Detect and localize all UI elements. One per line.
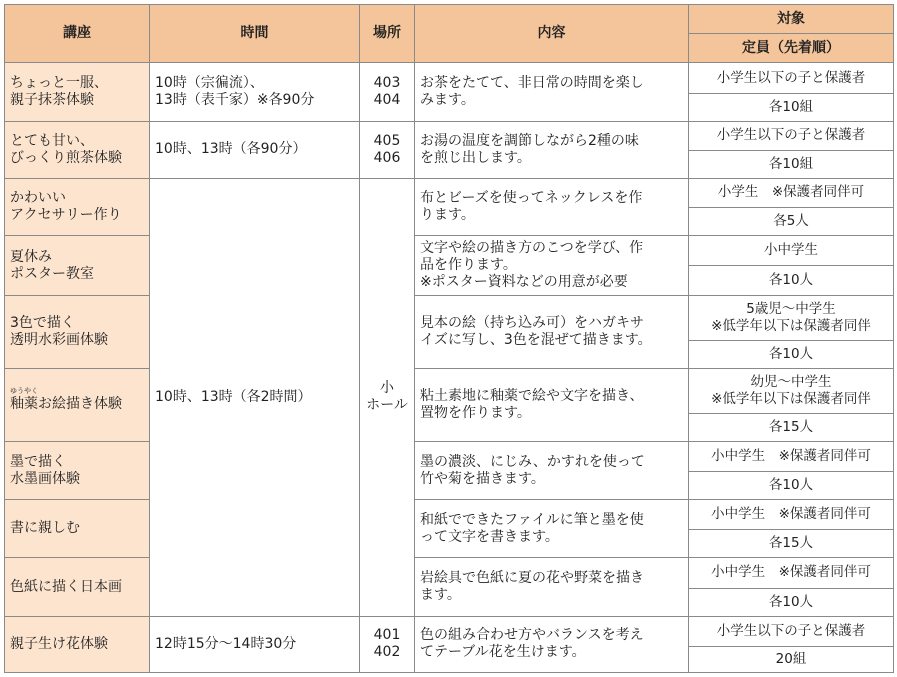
- ruby-text: ゆうやく: [10, 387, 38, 396]
- content-cell: 粘土素地に釉薬で絵や文字を描き、 置物を作ります。: [415, 369, 689, 442]
- header-place: 場所: [360, 5, 415, 63]
- time-cell: 12時15分～14時30分: [150, 616, 360, 672]
- schedule-table: [4, 4, 894, 673]
- place-cell: 403 404: [360, 63, 415, 121]
- course-cell: 墨で描く 水墨画体験: [5, 441, 150, 499]
- course-cell: ゆうやく 釉薬お絵描き体験: [5, 369, 150, 442]
- target-cell: 小中学生 ※保護者同伴可: [689, 558, 894, 588]
- shared-time-cell: 10時、13時（各2時間）: [150, 178, 360, 616]
- course-cell: 夏休み ポスター教室: [5, 235, 150, 295]
- place-cell: 401 402: [360, 616, 415, 672]
- content-cell: 色の組み合わせ方やバランスを考え てテーブル花を生けます。: [415, 616, 689, 672]
- target-cell: 小学生 ※保護者同伴可: [689, 178, 894, 207]
- capacity-cell: 20組: [689, 646, 894, 672]
- header-time: 時間: [150, 5, 360, 63]
- course-cell: 親子生け花体験: [5, 616, 150, 672]
- course-cell: とても甘い、 びっくり煎茶体験: [5, 121, 150, 178]
- capacity-cell: 各10組: [689, 94, 894, 121]
- target-cell: 小中学生 ※保護者同伴可: [689, 441, 894, 471]
- content-cell: お湯の温度を調節しながら2種の味 を煎じ出します。: [415, 121, 689, 178]
- capacity-cell: 各10人: [689, 588, 894, 616]
- target-cell: 小中学生 ※保護者同伴可: [689, 500, 894, 530]
- content-cell: 布とビーズを使ってネックレスを作 ります。: [415, 178, 689, 235]
- target-cell: 小学生以下の子と保護者: [689, 616, 894, 646]
- header-course: 講座: [5, 5, 150, 63]
- target-cell: 小中学生: [689, 235, 894, 265]
- content-cell: 墨の濃淡、にじみ、かすれを使って 竹や菊を描きます。: [415, 441, 689, 499]
- course-cell: 書に親しむ: [5, 500, 150, 558]
- capacity-cell: 各10人: [689, 266, 894, 296]
- capacity-cell: 各15人: [689, 530, 894, 558]
- capacity-cell: 各5人: [689, 207, 894, 235]
- time-cell: 10時、13時（各90分）: [150, 121, 360, 178]
- header-target: 対象: [689, 5, 894, 34]
- capacity-cell: 各10人: [689, 340, 894, 368]
- time-cell: 10時（宗徧流）、 13時（表千家）※各90分: [150, 63, 360, 121]
- capacity-cell: 各15人: [689, 413, 894, 441]
- header-content: 内容: [415, 5, 689, 63]
- header-capacity: 定員（先着順）: [689, 34, 894, 63]
- course-cell: 色紙に描く日本画: [5, 558, 150, 616]
- content-cell: お茶をたてて、非日常の時間を楽し みます。: [415, 63, 689, 121]
- content-cell: 文字や絵の描き方のこつを学び、作 品を作ります。 ※ポスター資料などの用意が必要: [415, 235, 689, 295]
- course-cell: ちょっと一服、 親子抹茶体験: [5, 63, 150, 121]
- course-cell: かわいい アクセサリー作り: [5, 178, 150, 235]
- content-cell: 見本の絵（持ち込み可）をハガキサ イズに写し、3色を混ぜて描きます。: [415, 296, 689, 369]
- target-cell: 小学生以下の子と保護者: [689, 63, 894, 94]
- shared-place-cell: 小 ホール: [360, 178, 415, 616]
- course-cell: 3色で描く 透明水彩画体験: [5, 296, 150, 369]
- content-cell: 和紙でできたファイルに筆と墨を使 って文字を書きます。: [415, 500, 689, 558]
- content-cell: 岩絵具で色紙に夏の花や野菜を描き ます。: [415, 558, 689, 616]
- target-cell: 5歳児～中学生 ※低学年以下は保護者同伴: [689, 296, 894, 341]
- target-cell: 小学生以下の子と保護者: [689, 121, 894, 150]
- capacity-cell: 各10組: [689, 150, 894, 178]
- target-cell: 幼児～中学生 ※低学年以下は保護者同伴: [689, 369, 894, 414]
- place-cell: 405 406: [360, 121, 415, 178]
- capacity-cell: 各10人: [689, 472, 894, 500]
